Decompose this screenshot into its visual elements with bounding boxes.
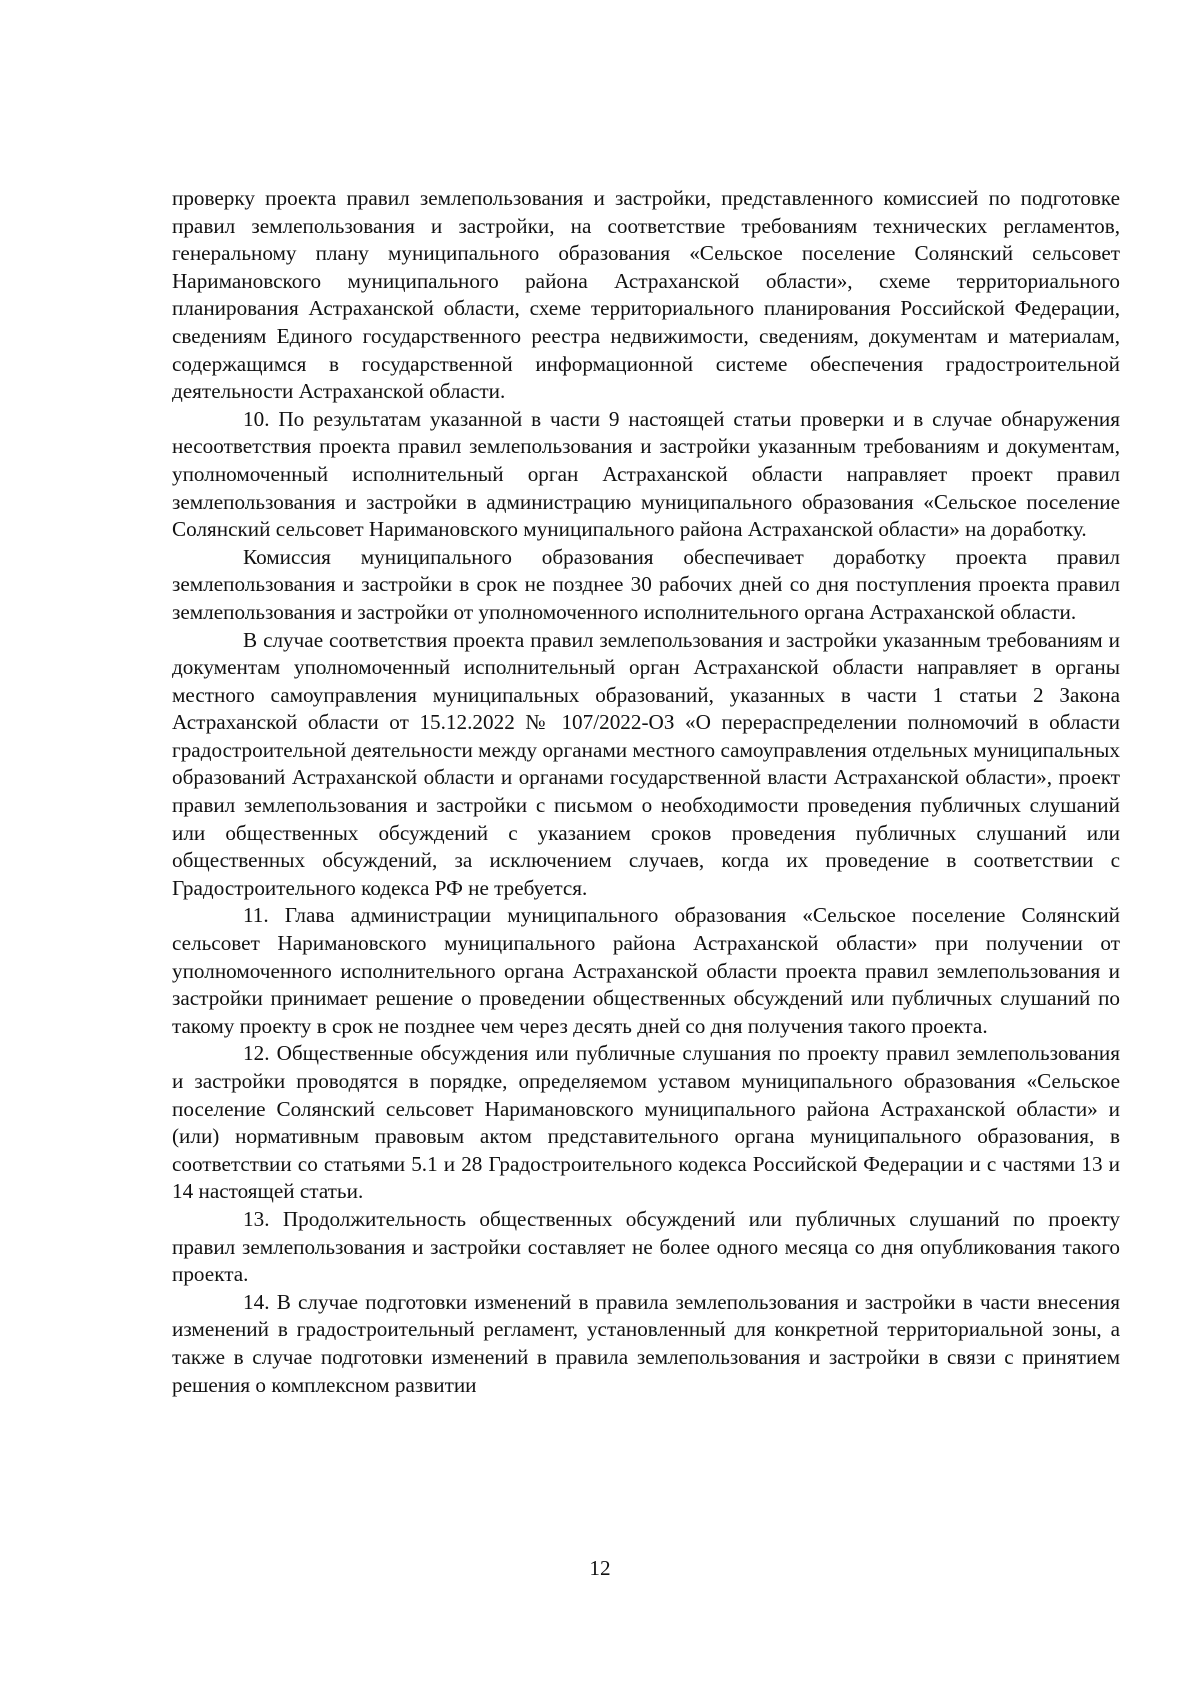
paragraph-continuation: проверку проекта правил землепользования и застройки, представленного комиссией по подготовке правил землепользования и застройки, на соответствие требованиям технических регламентов, генеральному плану муниципального образования «Сельское поселение Солянский сельсовет Наримановского муниципального района Астраханской области», схеме территориального планирования Астраханской области, схеме территориального планирования Российской Федерации, сведениям Единого государственного реестра недвижимости, сведениям, документам и материалам, содержащимся в государственной информационной системе обеспечения градостроительной деятельности Астраханской области. (172, 186, 1120, 404)
paragraph-clause-12: 12. Общественные обсуждения или публичные слушания по проекту правил землепользования и застройки проводятся в порядке, определяемом уставом муниципального образования «Сельское поселение Солянский сельсовет Наримановского муниципального района Астраханской области» и (или) нормативным правовым актом представительного органа муниципального образования, в соответствии со статьями 5.1 и 28 Градостроительного кодекса Российской Федерации и с частями 13 и 14 настоящей статьи. (172, 1041, 1120, 1204)
paragraph-clause-11: 11. Глава администрации муниципального образования «Сельское поселение Солянский сельсовет Наримановского муниципального района Астраханской области» при получении от уполномоченного исполнительного органа Астраханской области проекта правил землепользования и застройки принимает решение о проведении общественных обсуждений или публичных слушаний по такому проекту в срок не позднее чем через десять дней со дня получения такого проекта. (172, 903, 1120, 1038)
paragraph-clause-13: 13. Продолжительность общественных обсуждений или публичных слушаний по проекту правил землепользования и застройки составляет не более одного месяца со дня опубликования такого проекта. (172, 1206, 1120, 1287)
page-number: 12 (589, 1556, 611, 1580)
paragraph-compliance-case: В случае соответствия проекта правил землепользования и застройки указанным требованиям и документам уполномоченный исполнительный орган Астраханской области направляет в органы местного самоуправления муниципальных образований, указанных в части 1 статьи 2 Закона Астраханской области от 15.12.2022 № 107/2022-ОЗ «О перераспределении полномочий в области градостроительной деятельности между органами местного самоуправления отдельных муниципальных образований Астраханской области и органами государственной власти Астраханской области», проект правил землепользования и застройки с письмом о необходимости проведения публичных слушаний или общественных обсуждений с указанием сроков проведения публичных слушаний или общественных обсуждений, за исключением случаев, когда их проведение в соответствии с Градостроительного кодекса РФ не требуется. (172, 627, 1120, 900)
paragraph-clause-14: 14. В случае подготовки изменений в правила землепользования и застройки в части внесения изменений в градостроительный регламент, установленный для конкретной территориальной зоны, а также в случае подготовки изменений в правила землепользования и застройки в связи с принятием решения о комплексном развитии (172, 1289, 1120, 1397)
paragraph-clause-10: 10. По результатам указанной в части 9 настоящей статьи проверки и в случае обнаружения несоответствия проекта правил землепользования и застройки указанным требованиям и документам, уполномоченный исполнительный орган Астраханской области направляет проект правил землепользования и застройки в администрацию муниципального образования «Сельское поселение Солянский сельсовет Наримановского муниципального района Астраханской области» на доработку. (172, 406, 1120, 542)
document-body (172, 185, 1120, 1399)
paragraph-commission-revision: Комиссия муниципального образования обеспечивает доработку проекта правил землепользования и застройки в срок не позднее 30 рабочих дней со дня поступления проекта правил землепользования и застройки от уполномоченного исполнительного органа Астраханской области. (172, 544, 1120, 624)
